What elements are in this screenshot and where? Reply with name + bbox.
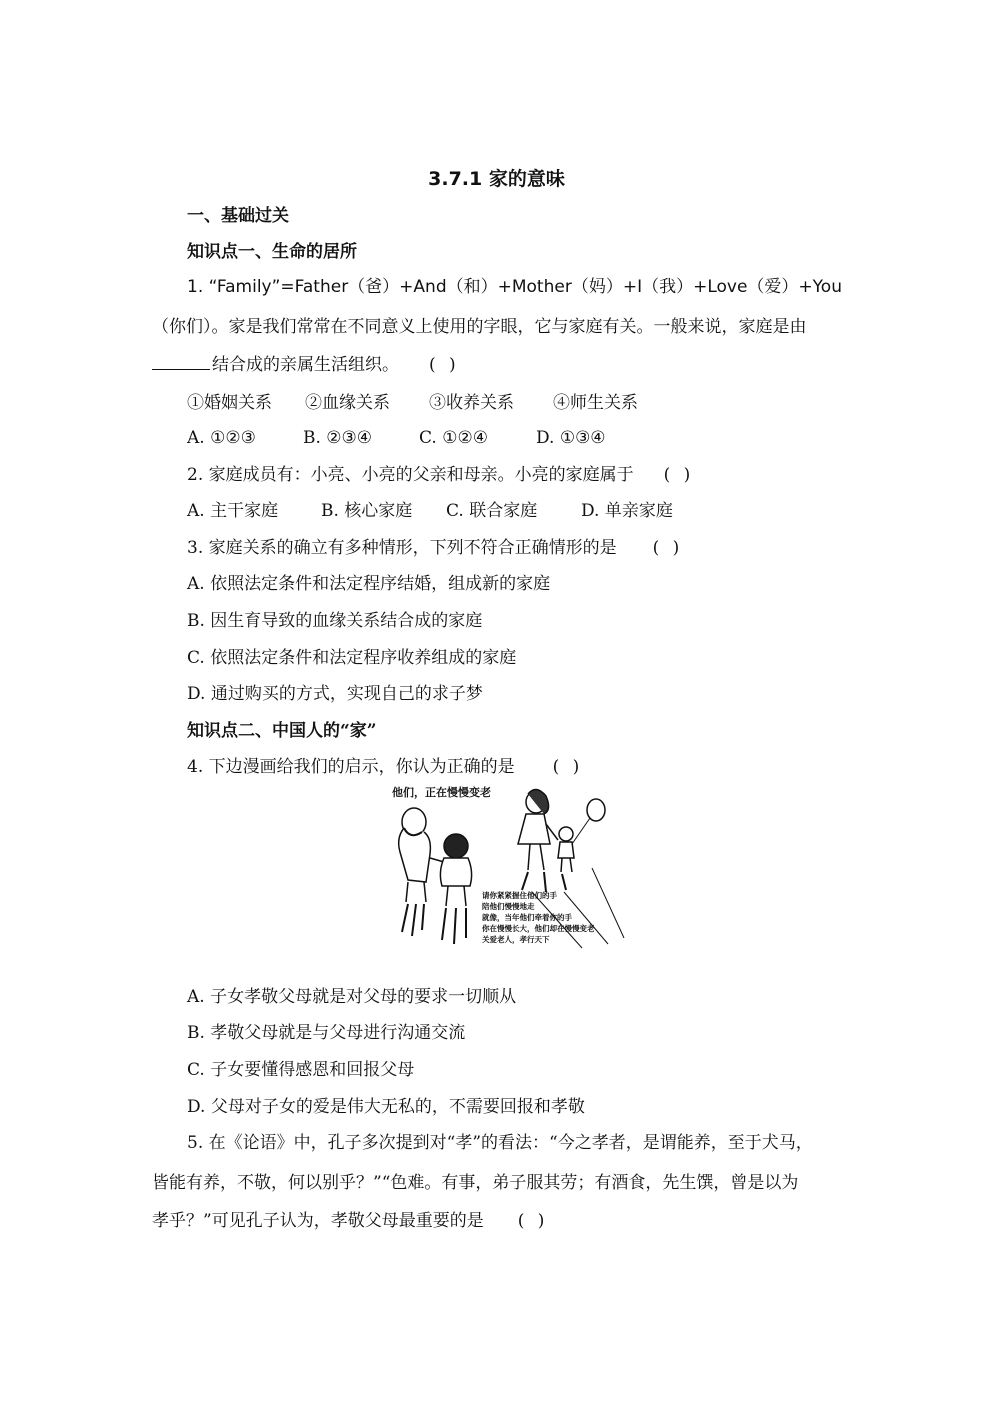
q2-stem-text: 2. 家庭成员有：小亮、小亮的父亲和母亲。小亮的家庭属于 <box>187 465 634 485</box>
cartoon-caption-top: 他们，正在慢慢变老 <box>392 786 491 799</box>
q4-stem-text: 4. 下边漫画给我们的启示，你认为正确的是 <box>187 757 515 777</box>
q1-item: ②血缘关系 <box>305 393 390 413</box>
q5-line2: 皆能有养，不敬，何以别乎？”“色难。有事，弟子服其劳；有酒食，先生馔，曾是以为 <box>152 1173 799 1193</box>
q3-option-a[interactable]: A. 依照法定条件和法定程序结婚，组成新的家庭 <box>187 574 551 594</box>
cartoon-image <box>386 780 628 952</box>
q2-option-a[interactable]: A. 主干家庭 <box>187 501 279 521</box>
knowledge-point-1: 知识点一、生命的居所 <box>187 242 357 262</box>
cartoon-caption-line: 陪他们慢慢地走 <box>482 902 535 911</box>
elderly-man-figure <box>399 808 444 902</box>
q2-option-d[interactable]: D. 单亲家庭 <box>581 501 673 521</box>
answer-blank[interactable] <box>152 355 210 370</box>
q2-option-c[interactable]: C. 联合家庭 <box>446 501 538 521</box>
q1-options <box>187 426 606 450</box>
cartoon-caption-block <box>482 890 595 945</box>
q4-option-d[interactable]: D. 父母对子女的爱是伟大无私的，不需要回报和孝敬 <box>187 1097 585 1117</box>
q4-option-c[interactable]: C. 子女要懂得感恩和回报父母 <box>187 1060 415 1080</box>
q1-item: ①婚姻关系 <box>187 393 272 413</box>
section-heading: 一、基础过关 <box>187 206 289 226</box>
q1-line3-text: 结合成的亲属生活组织。 <box>212 355 399 375</box>
q5-line1: 5. 在《论语》中，孔子多次提到对“孝”的看法：“今之孝者，是谓能养，至于犬马， <box>187 1133 813 1153</box>
q3-answer-paren[interactable]: ( ) <box>652 538 684 558</box>
page-title: 3.7.1 家的意味 <box>428 168 565 190</box>
q2-options <box>187 499 673 523</box>
cartoon-caption-line: 你在慢慢长大，他们却在慢慢变老 <box>482 924 595 933</box>
cartoon-drawing <box>386 780 628 952</box>
knowledge-point-2: 知识点二、中国人的“家” <box>187 721 377 741</box>
q3-stem-text: 3. 家庭关系的确立有多种情形，下列不符合正确情形的是 <box>187 538 617 558</box>
q1-option-a[interactable]: A. ①②③ <box>187 428 256 448</box>
q1-items <box>187 391 638 415</box>
q5-answer-paren[interactable]: ( ) <box>517 1211 549 1231</box>
q4-stem <box>187 755 583 779</box>
q1-option-c[interactable]: C. ①②④ <box>419 428 488 448</box>
q1-item: ③收养关系 <box>429 393 514 413</box>
q4-answer-paren[interactable]: ( ) <box>552 757 584 777</box>
cartoon-caption-line: 请你紧紧握住他们的手 <box>482 891 557 900</box>
q1-item: ④师生关系 <box>553 393 638 413</box>
child-figure <box>558 799 605 872</box>
q4-option-a[interactable]: A. 子女孝敬父母就是对父母的要求一切顺从 <box>187 987 517 1007</box>
q3-option-b[interactable]: B. 因生育导致的血缘关系结合成的家庭 <box>187 611 483 631</box>
q1-line3 <box>152 353 460 377</box>
q1-answer-paren[interactable]: ( ) <box>429 355 460 375</box>
q2-option-b[interactable]: B. 核心家庭 <box>321 501 413 521</box>
q5-line3 <box>152 1209 548 1233</box>
q1-line1: 1. “Family”=Father（爸）+And（和）+Mother（妈）+I（我）+Love（爱）+You <box>187 277 842 297</box>
q4-option-b[interactable]: B. 孝敬父母就是与父母进行沟通交流 <box>187 1023 466 1043</box>
q3-stem <box>187 536 683 560</box>
q2-answer-paren[interactable]: ( ) <box>663 465 695 485</box>
q5-line3-text: 孝乎？”可见孔子认为，孝敬父母最重要的是 <box>152 1211 484 1231</box>
cartoon-caption-line: 就像，当年他们牵着你的手 <box>482 913 572 922</box>
q3-option-d[interactable]: D. 通过购买的方式，实现自己的求子梦 <box>187 684 483 704</box>
q2-stem <box>187 463 694 487</box>
elderly-woman-figure <box>440 834 471 906</box>
q1-option-d[interactable]: D. ①③④ <box>536 428 606 448</box>
q1-option-b[interactable]: B. ②③④ <box>303 428 373 448</box>
q3-option-c[interactable]: C. 依照法定条件和法定程序收养组成的家庭 <box>187 648 517 668</box>
cartoon-caption-line: 关爱老人，孝行天下 <box>482 935 550 944</box>
mother-figure <box>518 789 558 870</box>
q1-line2: （你们）。家是我们常常在不同意义上使用的字眼，它与家庭有关。一般来说，家庭是由 <box>152 317 807 337</box>
